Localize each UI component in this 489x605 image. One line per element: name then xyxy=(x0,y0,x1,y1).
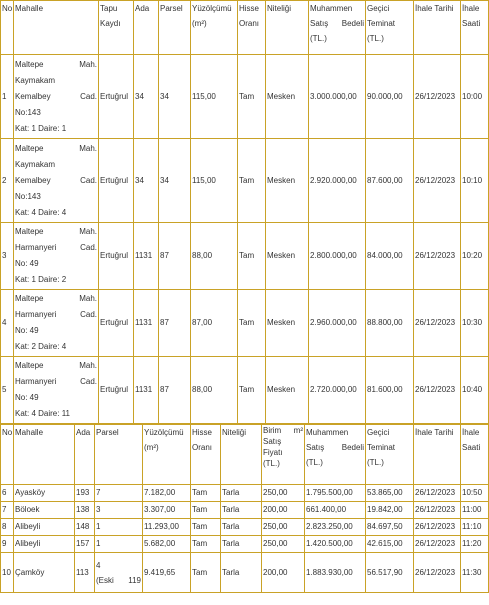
cell-ada: 1131 xyxy=(134,290,159,357)
cell-saat: 11:00 xyxy=(461,502,489,519)
cell-ada: 113 xyxy=(75,553,95,593)
cell-parsel: 87 xyxy=(159,357,191,424)
header-no: No xyxy=(1,1,14,55)
header-mahalle: Mahalle xyxy=(14,425,75,485)
cell-ada: 34 xyxy=(134,55,159,139)
cell-hisse: Tam xyxy=(238,139,266,223)
cell-tarih: 26/12/2023 xyxy=(414,139,461,223)
cell-tarih: 26/12/2023 xyxy=(414,223,461,290)
cell-birim-fiyati: 200,00 xyxy=(262,502,305,519)
cell-ada: 138 xyxy=(75,502,95,519)
cell-no: 8 xyxy=(1,519,14,536)
cell-gecici: 56.517,90 xyxy=(366,553,414,593)
cell-saat: 10:30 xyxy=(461,290,489,357)
header-muhammen: Muhammen Satış Bedeli (TL.) xyxy=(309,1,366,55)
header-gecici-teminat: Geçici Teminat (TL.) xyxy=(366,1,414,55)
table-row xyxy=(1,485,489,502)
cell-tapu-kaydi: Ertuğrul xyxy=(99,139,134,223)
table-row xyxy=(1,536,489,553)
header-hisse-orani: Hisse Oranı xyxy=(191,425,221,485)
cell-niteligi: Tarla xyxy=(221,553,262,593)
cell-saat: 11:20 xyxy=(461,536,489,553)
header-yuzolcumu: Yüzölçümü (m²) xyxy=(191,1,238,55)
header-muhammen: Muhammen Satış Bedeli (TL.) xyxy=(305,425,366,485)
cell-no: 10 xyxy=(1,553,14,593)
cell-muhammen: 2.920.000,00 xyxy=(309,139,366,223)
cell-muhammen: 1.420.500,00 xyxy=(305,536,366,553)
cell-hisse: Tam xyxy=(191,536,221,553)
cell-tapu-kaydi: Ertuğrul xyxy=(99,223,134,290)
cell-yuzolcumu: 87,00 xyxy=(191,290,238,357)
cell-niteligi: Mesken xyxy=(266,290,309,357)
table-header-row xyxy=(1,1,489,55)
cell-mahalle: Maltepe Mah. Harmanyeri Cad. No: 49 Kat: 2 Daire: 4 xyxy=(14,290,99,357)
cell-tarih: 26/12/2023 xyxy=(414,519,461,536)
cell-mahalle: Maltepe Mah. Kaymakam Kemalbey Cad. No:143 Kat: 4 Daire: 4 xyxy=(14,139,99,223)
cell-hisse: Tam xyxy=(238,290,266,357)
header-no: No xyxy=(1,425,14,485)
header-ihale-saati: İhale Saati xyxy=(461,425,489,485)
cell-saat: 11:30 xyxy=(461,553,489,593)
cell-niteligi: Tarla xyxy=(221,536,262,553)
cell-muhammen: 2.823.250,00 xyxy=(305,519,366,536)
header-ihale-tarihi: İhale Tarihi xyxy=(414,1,461,55)
cell-hisse: Tam xyxy=(191,519,221,536)
cell-yuzolcumu: 115,00 xyxy=(191,139,238,223)
header-hisse-orani: Hisse Oranı xyxy=(238,1,266,55)
cell-yuzolcumu: 5.682,00 xyxy=(143,536,191,553)
cell-niteligi: Tarla xyxy=(221,485,262,502)
cell-ada: 193 xyxy=(75,485,95,502)
cell-yuzolcumu: 3.307,00 xyxy=(143,502,191,519)
cell-hisse: Tam xyxy=(238,223,266,290)
cell-gecici: 84.697,50 xyxy=(366,519,414,536)
cell-hisse: Tam xyxy=(191,553,221,593)
header-gecici-teminat: Geçici Teminat (TL.) xyxy=(366,425,414,485)
cell-muhammen: 3.000.000,00 xyxy=(309,55,366,139)
cell-parsel: 1 xyxy=(95,536,143,553)
cell-niteligi: Mesken xyxy=(266,55,309,139)
cell-mahalle: Çamköy xyxy=(14,553,75,593)
cell-gecici: 53.865,00 xyxy=(366,485,414,502)
cell-mahalle: Ayasköy xyxy=(14,485,75,502)
cell-niteligi: Mesken xyxy=(266,139,309,223)
header-birim-fiyati: Birim m² Satış Fiyatı (TL.) xyxy=(262,425,305,485)
cell-muhammen: 1.795.500,00 xyxy=(305,485,366,502)
cell-ada: 1131 xyxy=(134,223,159,290)
cell-mahalle: Böloek xyxy=(14,502,75,519)
cell-birim-fiyati: 200,00 xyxy=(262,553,305,593)
cell-saat: 10:00 xyxy=(461,55,489,139)
cell-no: 9 xyxy=(1,536,14,553)
cell-muhammen: 1.883.930,00 xyxy=(305,553,366,593)
cell-niteligi: Tarla xyxy=(221,502,262,519)
cell-birim-fiyati: 250,00 xyxy=(262,536,305,553)
cell-saat: 10:50 xyxy=(461,485,489,502)
header-yuzolcumu: Yüzölçümü (m²) xyxy=(143,425,191,485)
cell-hisse: Tam xyxy=(191,502,221,519)
table-row xyxy=(1,55,489,139)
cell-tapu-kaydi: Ertuğrul xyxy=(99,290,134,357)
header-tapu-kaydi: Tapu Kaydı xyxy=(99,1,134,55)
cell-no: 5 xyxy=(1,357,14,424)
cell-hisse: Tam xyxy=(191,485,221,502)
cell-mahalle: Alibeyli xyxy=(14,536,75,553)
cell-parsel: 34 xyxy=(159,139,191,223)
cell-no: 7 xyxy=(1,502,14,519)
cell-saat: 10:20 xyxy=(461,223,489,290)
table-header-row xyxy=(1,425,489,485)
cell-niteligi: Mesken xyxy=(266,223,309,290)
cell-mahalle: Maltepe Mah. Harmanyeri Cad. No: 49 Kat: 1 Daire: 2 xyxy=(14,223,99,290)
cell-saat: 10:10 xyxy=(461,139,489,223)
cell-gecici: 19.842,00 xyxy=(366,502,414,519)
header-mahalle: Mahalle xyxy=(14,1,99,55)
cell-yuzolcumu: 88,00 xyxy=(191,357,238,424)
header-ada: Ada xyxy=(134,1,159,55)
cell-no: 6 xyxy=(1,485,14,502)
cell-muhammen: 2.960.000,00 xyxy=(309,290,366,357)
header-parsel: Parsel xyxy=(159,1,191,55)
cell-tarih: 26/12/2023 xyxy=(414,357,461,424)
cell-mahalle: Maltepe Mah. Kaymakam Kemalbey Cad. No:143 Kat: 1 Daire: 1 xyxy=(14,55,99,139)
cell-yuzolcumu: 11.293,00 xyxy=(143,519,191,536)
cell-gecici: 87.600,00 xyxy=(366,139,414,223)
cell-yuzolcumu: 115,00 xyxy=(191,55,238,139)
cell-hisse: Tam xyxy=(238,55,266,139)
cell-parsel: 3 xyxy=(95,502,143,519)
cell-gecici: 90.000,00 xyxy=(366,55,414,139)
cell-saat: 11:10 xyxy=(461,519,489,536)
cell-parsel: 4 (Eski 119 xyxy=(95,553,143,593)
cell-gecici: 84.000,00 xyxy=(366,223,414,290)
cell-yuzolcumu: 88,00 xyxy=(191,223,238,290)
header-ihale-tarihi: İhale Tarihi xyxy=(414,425,461,485)
cell-parsel: 87 xyxy=(159,223,191,290)
cell-mahalle: Alibeyli xyxy=(14,519,75,536)
cell-muhammen: 661.400,00 xyxy=(305,502,366,519)
header-ihale-saati: İhale Saati xyxy=(461,1,489,55)
cell-mahalle: Maltepe Mah. Harmanyeri Cad. No: 49 Kat: 4 Daire: 11 xyxy=(14,357,99,424)
cell-no: 3 xyxy=(1,223,14,290)
cell-birim-fiyati: 250,00 xyxy=(262,519,305,536)
tarla-table xyxy=(0,424,489,593)
cell-tapu-kaydi: Ertuğrul xyxy=(99,55,134,139)
cell-parsel: 1 xyxy=(95,519,143,536)
cell-niteligi: Mesken xyxy=(266,357,309,424)
cell-tarih: 26/12/2023 xyxy=(414,290,461,357)
cell-tarih: 26/12/2023 xyxy=(414,55,461,139)
cell-tarih: 26/12/2023 xyxy=(414,485,461,502)
table-row xyxy=(1,139,489,223)
cell-yuzolcumu: 7.182,00 xyxy=(143,485,191,502)
cell-niteligi: Tarla xyxy=(221,519,262,536)
cell-ada: 148 xyxy=(75,519,95,536)
cell-no: 2 xyxy=(1,139,14,223)
table-row xyxy=(1,223,489,290)
cell-yuzolcumu: 9.419,65 xyxy=(143,553,191,593)
header-niteligi: Niteliği xyxy=(221,425,262,485)
header-parsel: Parsel xyxy=(95,425,143,485)
cell-no: 1 xyxy=(1,55,14,139)
header-niteligi: Niteliği xyxy=(266,1,309,55)
table-row xyxy=(1,357,489,424)
cell-muhammen: 2.800.000,00 xyxy=(309,223,366,290)
cell-birim-fiyati: 250,00 xyxy=(262,485,305,502)
cell-muhammen: 2.720.000,00 xyxy=(309,357,366,424)
cell-gecici: 42.615,00 xyxy=(366,536,414,553)
cell-no: 4 xyxy=(1,290,14,357)
header-ada: Ada xyxy=(75,425,95,485)
cell-tarih: 26/12/2023 xyxy=(414,502,461,519)
cell-gecici: 88.800,00 xyxy=(366,290,414,357)
table-row xyxy=(1,290,489,357)
cell-parsel: 7 xyxy=(95,485,143,502)
cell-parsel: 87 xyxy=(159,290,191,357)
table-row xyxy=(1,519,489,536)
cell-hisse: Tam xyxy=(238,357,266,424)
cell-tarih: 26/12/2023 xyxy=(414,553,461,593)
cell-ada: 34 xyxy=(134,139,159,223)
table-row xyxy=(1,553,489,593)
cell-tarih: 26/12/2023 xyxy=(414,536,461,553)
cell-gecici: 81.600,00 xyxy=(366,357,414,424)
cell-ada: 157 xyxy=(75,536,95,553)
cell-saat: 10:40 xyxy=(461,357,489,424)
cell-parsel: 34 xyxy=(159,55,191,139)
cell-ada: 1131 xyxy=(134,357,159,424)
cell-tapu-kaydi: Ertuğrul xyxy=(99,357,134,424)
table-row xyxy=(1,502,489,519)
